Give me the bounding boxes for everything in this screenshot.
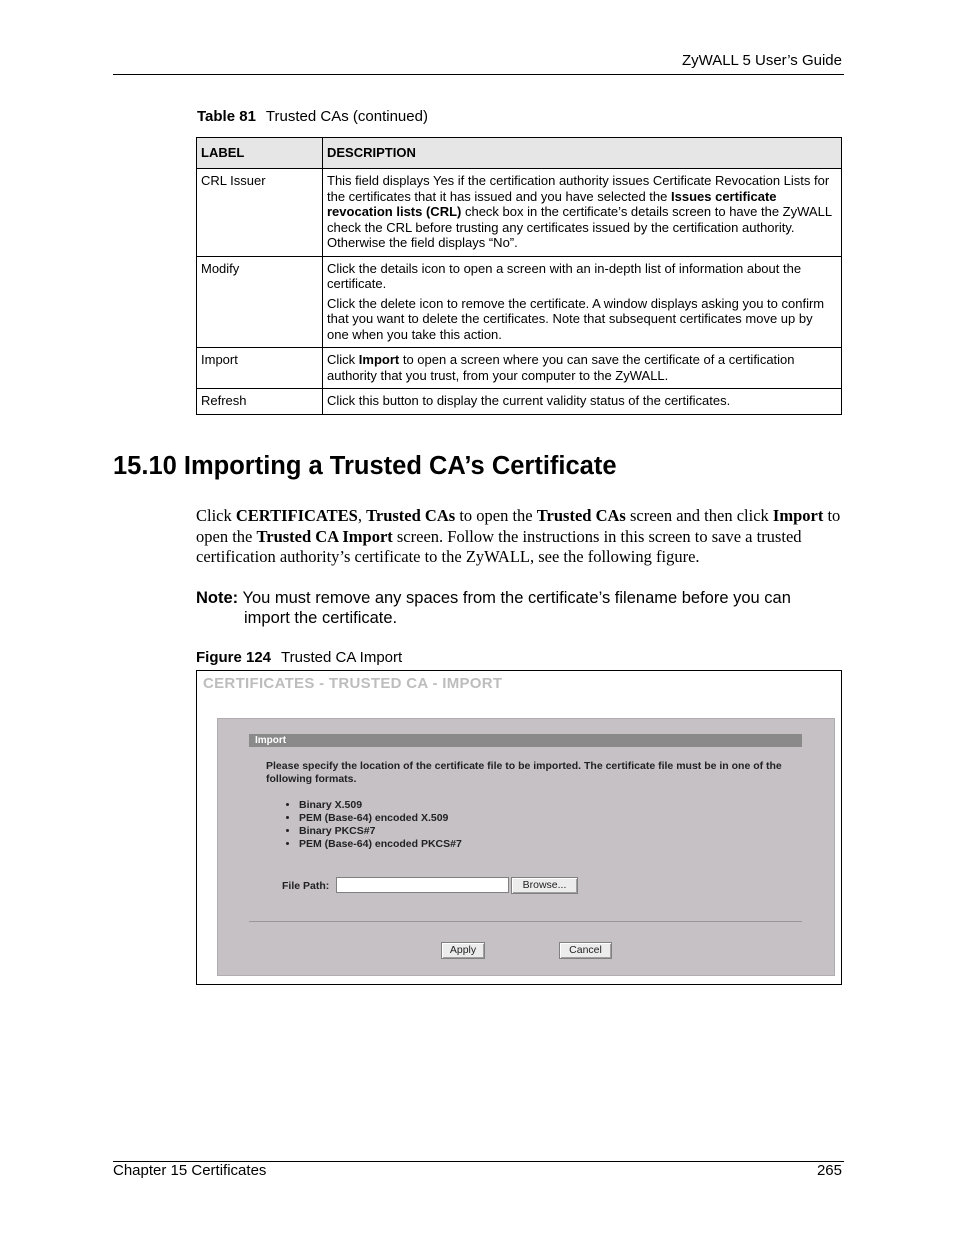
desc-paragraph: Click the details icon to open a screen with an in-depth list of information about the certificate. — [327, 260, 802, 291]
table-header-row — [197, 138, 842, 169]
desc-bold: Issues certificate revocation lists (CRL) — [327, 188, 777, 219]
row-label: Import — [197, 348, 323, 389]
row-label: CRL Issuer — [197, 169, 323, 257]
desc-text: check box in the certificate’s details screen to have the ZyWALL check the CRL before trusting any certificates issued by the certification authority. Otherwise the field displays “No”. — [327, 204, 832, 250]
list-item: • PEM (Base-64) encoded PKCS#7 — [299, 838, 462, 851]
table-row — [197, 169, 842, 257]
table-caption-number: Table 81 — [197, 108, 256, 125]
row-description — [323, 169, 842, 257]
row-description — [323, 348, 842, 389]
figure-caption — [196, 649, 402, 666]
body-bold: Trusted CA Import — [256, 526, 393, 546]
section-heading: 15.10 Importing a Trusted CA’s Certificate — [113, 452, 617, 480]
body-bold: Trusted CAs — [536, 506, 626, 525]
table-row — [197, 256, 842, 348]
table-row — [197, 348, 842, 389]
browse-button[interactable]: Browse... — [511, 877, 578, 894]
figure-screenshot — [196, 670, 842, 985]
figure-caption-number: Figure 124 — [196, 649, 272, 666]
screen-title: CERTIFICATES - TRUSTED CA - IMPORT — [203, 675, 503, 692]
file-path-input[interactable] — [336, 877, 509, 893]
divider — [249, 921, 802, 922]
note-label: Note: — [196, 589, 239, 607]
row-label: Modify — [197, 256, 323, 348]
col-description-header: DESCRIPTION — [323, 138, 842, 169]
list-item: • Binary PKCS#7 — [299, 825, 462, 838]
list-item: • Binary X.509 — [299, 799, 462, 812]
note — [196, 588, 836, 628]
desc-bold: Import — [358, 352, 400, 367]
desc-paragraph: Click the delete icon to remove the certificate. A window displays asking you to confirm that you want to delete the certificates. Note that subsequent certificates move up by one when you take this action. — [327, 295, 825, 342]
list-item: • PEM (Base-64) encoded X.509 — [299, 812, 462, 825]
body-bold: Trusted CAs — [366, 506, 456, 525]
body-text: screen. Follow the instructions in this screen to save a trusted certification authority’s certificate to the ZyWALL, see the following figure. — [196, 526, 802, 566]
row-label: Refresh — [197, 389, 323, 415]
col-label-header: LABEL — [197, 138, 323, 169]
note-text: You must remove any spaces from the certificate’s filename before you can import the certificate. — [238, 589, 791, 627]
import-panel — [217, 718, 835, 976]
cancel-button[interactable]: Cancel — [559, 942, 612, 959]
page-number: 265 — [816, 1162, 842, 1179]
table-row — [197, 389, 842, 415]
import-section-bar: Import — [249, 734, 802, 747]
guide-title: ZyWALL 5 User’s Guide — [681, 52, 842, 69]
header-rule — [113, 74, 844, 75]
format-list — [282, 799, 462, 851]
body-bold: CERTIFICATES — [235, 506, 358, 525]
figure-caption-title: Trusted CA Import — [281, 649, 403, 666]
chapter-label: Chapter 15 Certificates — [113, 1162, 267, 1179]
row-description — [323, 256, 842, 348]
table-caption — [197, 108, 428, 125]
apply-button[interactable]: Apply — [441, 942, 485, 959]
body-text: Click — [196, 506, 236, 525]
file-path-label: File Path: — [282, 880, 330, 892]
body-text: , — [357, 506, 367, 525]
import-instructions: Please specify the location of the certificate file to be imported. The certificate file must be in one of the following formats. — [266, 760, 782, 785]
body-text: screen and then click — [625, 506, 773, 525]
row-description: Click this button to display the current validity status of the certificates. — [323, 389, 842, 415]
body-text: to open the — [455, 506, 537, 525]
desc-text: to open a screen where you can save the certificate of a certification authority that you trust, from your computer to the ZyWALL. — [327, 352, 795, 383]
desc-text: Click — [327, 352, 359, 367]
desc-text: This field displays Yes if the certification authority issues Certificate Revocation Lists for the certificates that it has issued and you have selected the — [327, 173, 830, 204]
section-body — [196, 506, 842, 568]
body-text: to open the — [196, 506, 841, 546]
trusted-cas-table — [196, 137, 842, 415]
body-bold: Import — [772, 506, 824, 525]
table-caption-title: Trusted CAs (continued) — [265, 108, 428, 125]
